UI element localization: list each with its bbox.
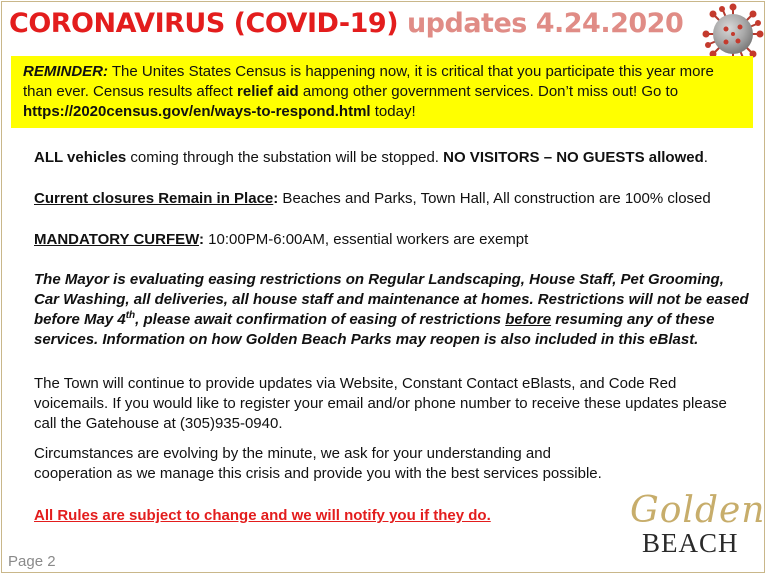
reminder-text-3: today!: [370, 103, 416, 120]
closures-text: Beaches and Parks, Town Hall, All construction are 100% closed: [278, 190, 711, 207]
curfew-notice: [34, 230, 750, 250]
circumstances-notice: [34, 444, 750, 484]
page-title: [9, 8, 683, 39]
vehicles-text: coming through the substation will be stopped.: [126, 149, 444, 166]
mayor-text-3: resuming any of these services. Information on how Golden Beach Parks may reopen is also included in this eBlast.: [34, 311, 715, 348]
circumstances-line-1: Circumstances are evolving by the minute, we ask for your understanding and: [34, 445, 551, 462]
logo-golden: Golden: [630, 490, 766, 531]
mayor-sup: th: [125, 310, 136, 321]
title-main: CORONAVIRUS (COVID-19): [9, 8, 399, 39]
curfew-colon: :: [199, 231, 204, 248]
relief-aid-text: relief aid: [237, 83, 299, 100]
mayor-text-2: , please await confirmation of easing of restrictions: [135, 311, 506, 328]
vehicles-bold: ALL vehicles: [34, 149, 127, 166]
logo-beach: BEACH: [642, 528, 739, 558]
closures-colon: :: [273, 190, 279, 207]
census-link[interactable]: https://2020census.gov/en/ways-to-respond.html: [23, 103, 371, 120]
no-visitors-text: NO VISITORS – NO GUESTS allowed: [443, 149, 704, 166]
vehicles-notice: [34, 148, 750, 168]
closures-label: Current closures Remain in Place: [34, 190, 274, 207]
reminder-label: REMINDER:: [23, 63, 108, 80]
reminder-text: The Unites States Census is happening now, it is critical that you participate this year more than ever. Census results affect: [23, 63, 714, 100]
census-reminder: [23, 62, 743, 122]
vehicles-period: .: [703, 149, 708, 166]
reminder-text-2: among other government services. Don’t miss out! Go to: [298, 83, 679, 100]
rules-notice: All Rules are subject to change and we will notify you if they do.: [34, 507, 491, 524]
mayor-before: before: [505, 311, 552, 328]
updates-notice: The Town will continue to provide updates via Website, Constant Contact eBlasts, and Code Red voicemails. If you would like to register your email and/or phone number to receive these updates please call the Gatehouse at (305)935-0940.: [34, 375, 727, 432]
closures-notice: [34, 189, 750, 209]
curfew-label: MANDATORY CURFEW: [34, 231, 199, 248]
mayor-text: The Mayor is evaluating easing restrictions on Regular Landscaping, House Staff, Pet Grooming, Car Washing, all deliveries, all house staff and maintenance at homes. Restrictions will not be eased before May 4: [34, 271, 749, 328]
title-date: updates 4.24.2020: [406, 8, 684, 39]
mayor-notice: [34, 270, 750, 350]
curfew-text: 10:00PM-6:00AM, essential workers are exempt: [204, 231, 529, 248]
circumstances-line-2: cooperation as we manage this crisis and provide you with the best services possible.: [34, 465, 602, 482]
page-number: Page 2: [8, 553, 56, 570]
golden-beach-logo: [622, 490, 766, 562]
